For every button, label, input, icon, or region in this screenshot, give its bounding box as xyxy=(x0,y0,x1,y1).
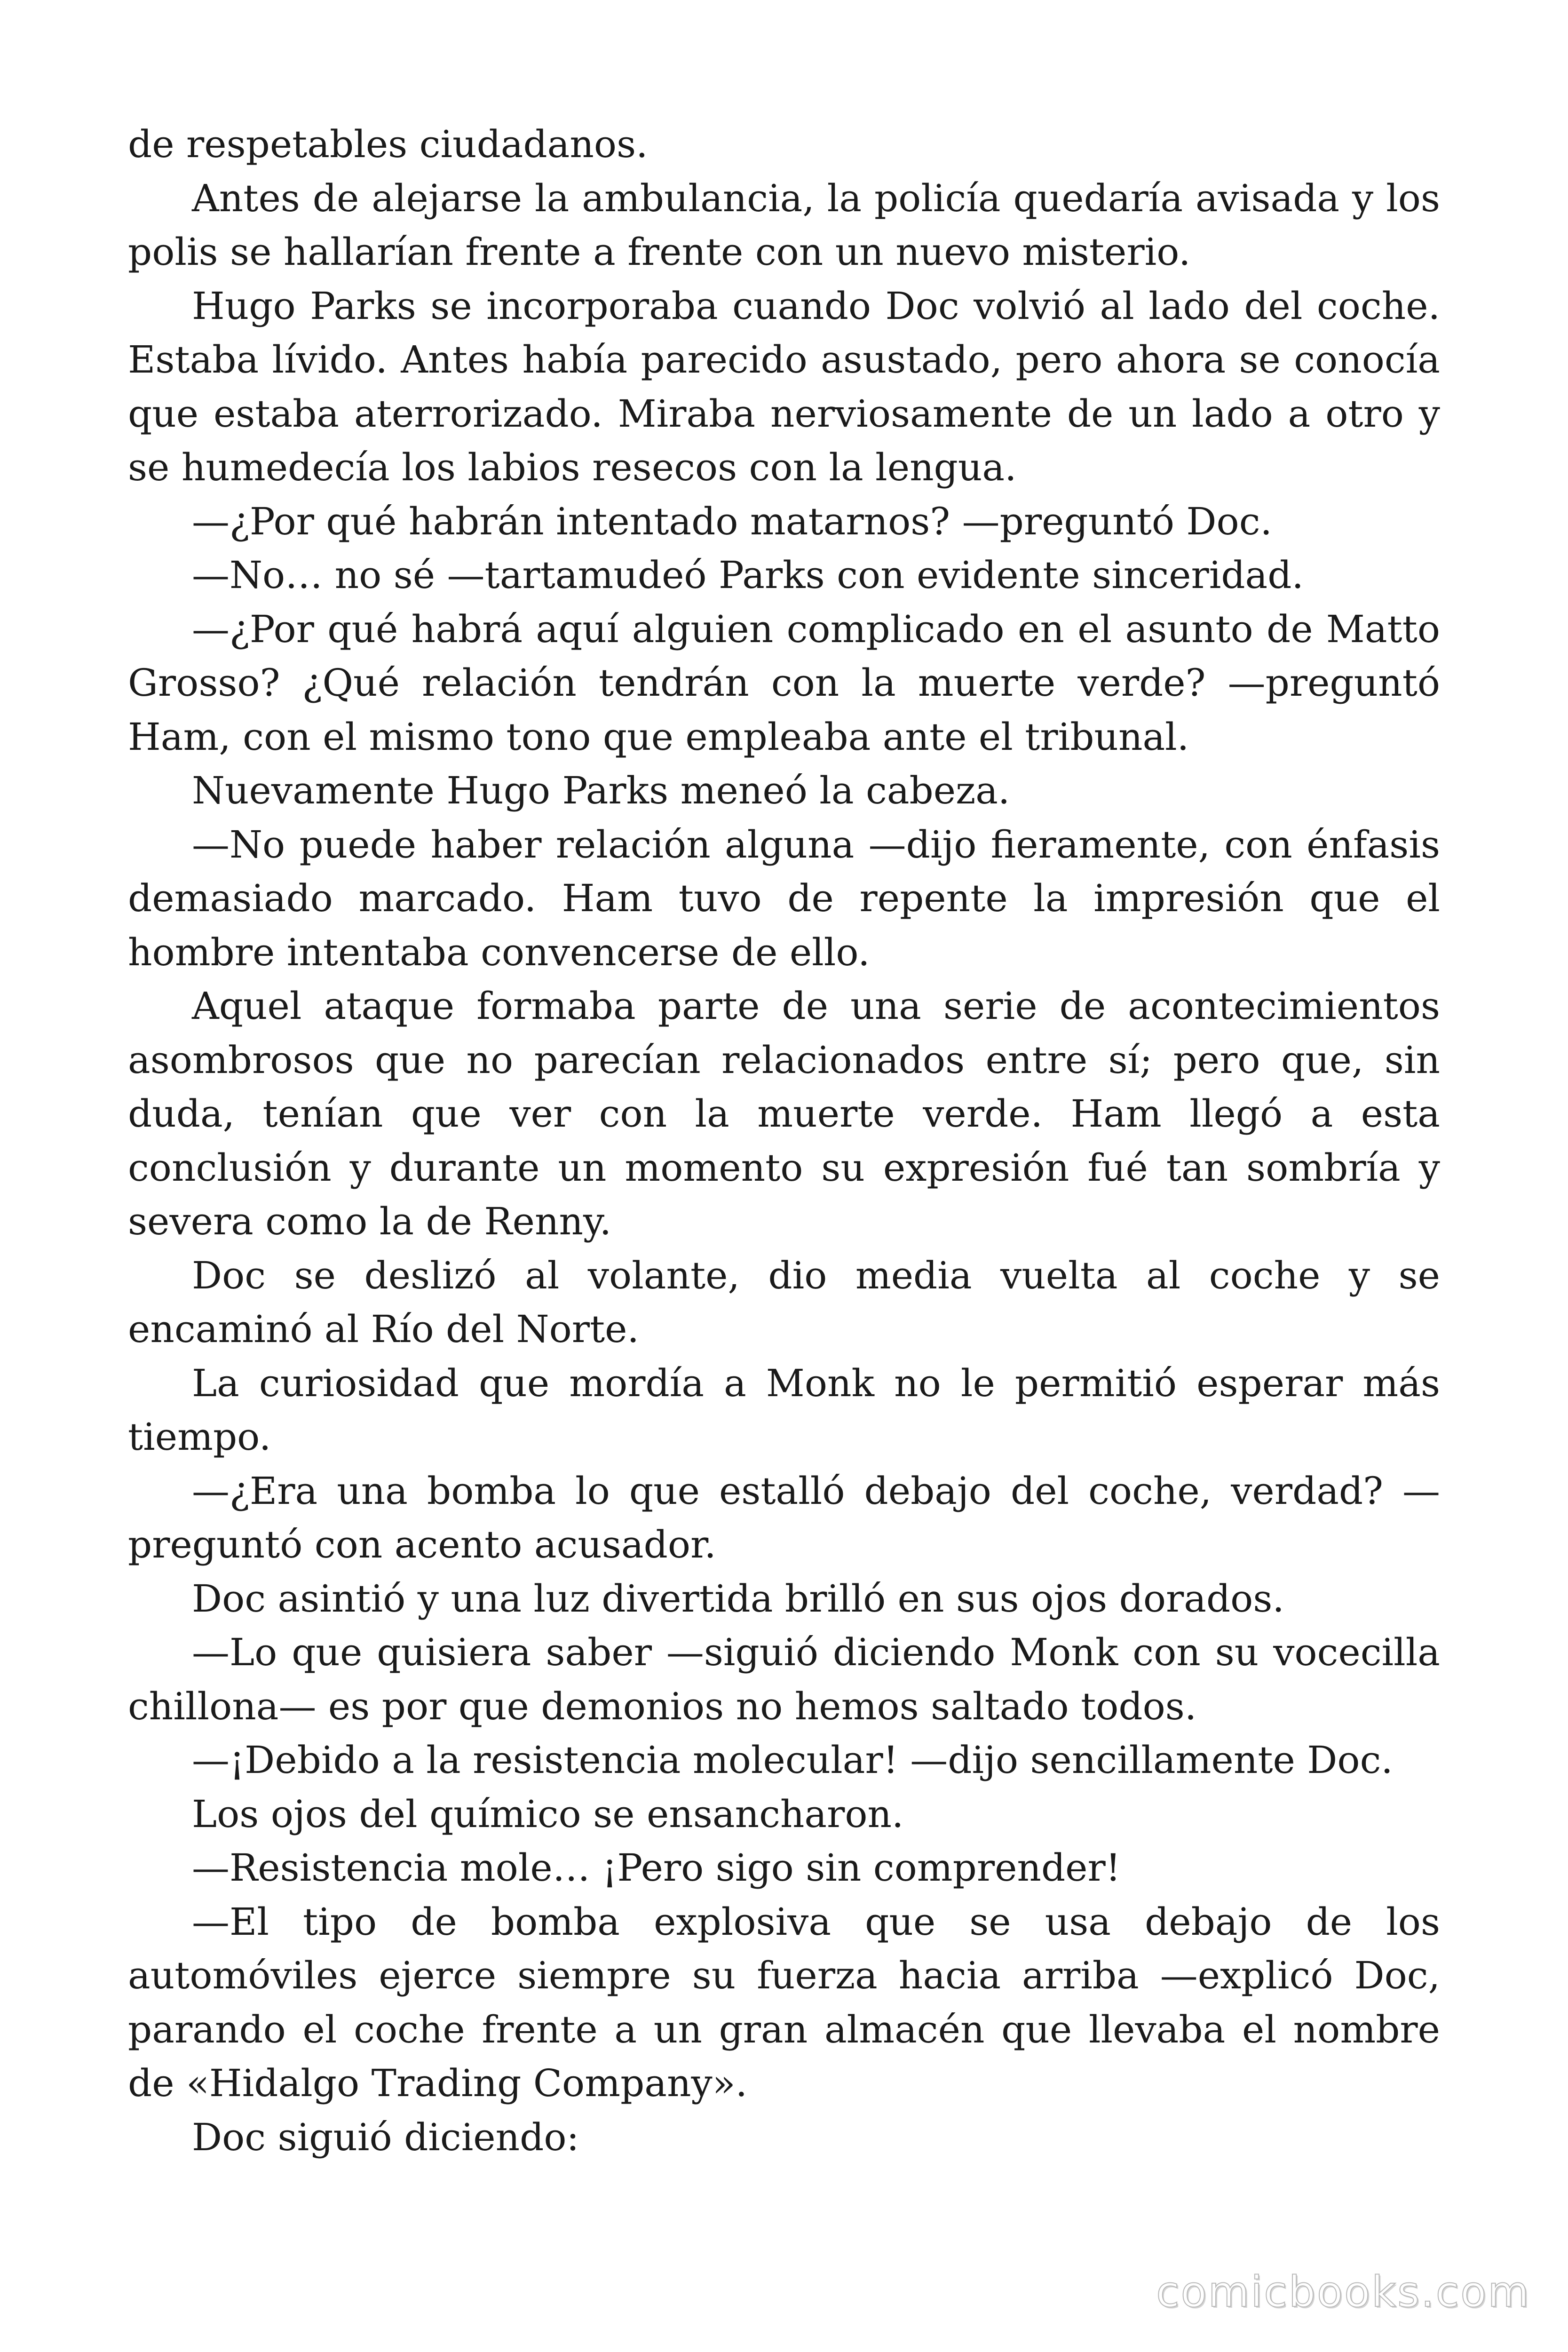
paragraph: Doc asintió y una luz divertida brilló en sus ojos dorados. xyxy=(192,1576,1284,1621)
dialogue-paragraph: —El tipo de bomba explosiva que se usa debajo de los automóviles ejerce siempre su fuerza hacia arriba —explicó Doc, parando el coche frente a un gran almacén que llevaba el nombre de «Hidalgo Trading Company». xyxy=(128,1899,1440,2105)
paragraph: Antes de alejarse la ambulancia, la policía quedaría avisada y los polis se hallarían frente a frente con un nuevo misterio. xyxy=(128,176,1440,274)
paragraph: Los ojos del químico se ensancharon. xyxy=(192,1792,904,1836)
dialogue-paragraph: —No… no sé —tartamudeó Parks con evidente sinceridad. xyxy=(192,553,1304,597)
paragraph-continuation: de respetables ciudadanos. xyxy=(128,122,648,166)
paragraph: Nuevamente Hugo Parks meneó la cabeza. xyxy=(192,769,1010,812)
dialogue-paragraph: —¿Era una bomba lo que estalló debajo del coche, verdad? —preguntó con acento acusador. xyxy=(128,1469,1440,1566)
book-page-text xyxy=(128,118,1440,2164)
dialogue-paragraph: —Lo que quisiera saber —siguió diciendo Monk con su vocecilla chillona— es por que demonios no hemos saltado todos. xyxy=(128,1630,1440,1728)
paragraph: Aquel ataque formaba parte de una serie de acontecimientos asombrosos que no parecían relacionados entre sí; pero que, sin duda, tenían que ver con la muerte verde. Ham llegó a esta conclusión y durante un momento su expresión fué tan sombría y severa como la de Renny. xyxy=(128,984,1440,1243)
dialogue-paragraph: —Resistencia mole… ¡Pero sigo sin comprender! xyxy=(192,1846,1121,1890)
dialogue-paragraph: —No puede haber relación alguna —dijo fieramente, con énfasis demasiado marcado. Ham tuvo de repente la impresión que el hombre intentaba convencerse de ello. xyxy=(128,822,1440,974)
paragraph: Doc siguió diciendo: xyxy=(192,2115,579,2159)
dialogue-paragraph: —¡Debido a la resistencia molecular! —dijo sencillamente Doc. xyxy=(192,1738,1393,1782)
paragraph: Doc se deslizó al volante, dio media vuelta al coche y se encaminó al Río del Norte. xyxy=(128,1253,1440,1351)
dialogue-paragraph: —¿Por qué habrá aquí alguien complicado en el asunto de Matto Grosso? ¿Qué relación tendrán con la muerte verde? —preguntó Ham, con el mismo tono que empleaba ante el tribunal. xyxy=(128,607,1440,759)
paragraph: La curiosidad que mordía a Monk no le permitió esperar más tiempo. xyxy=(128,1361,1440,1459)
paragraph: Hugo Parks se incorporaba cuando Doc volvió al lado del coche. Estaba lívido. Antes había parecido asustado, pero ahora se conocía que estaba aterrorizado. Miraba nerviosamente de un lado a otro y se humedecía los labios resecos con la lengua. xyxy=(128,284,1440,489)
dialogue-paragraph: —¿Por qué habrán intentado matarnos? —preguntó Doc. xyxy=(192,499,1272,543)
site-watermark: comicbooks.com xyxy=(1156,2267,1530,2317)
